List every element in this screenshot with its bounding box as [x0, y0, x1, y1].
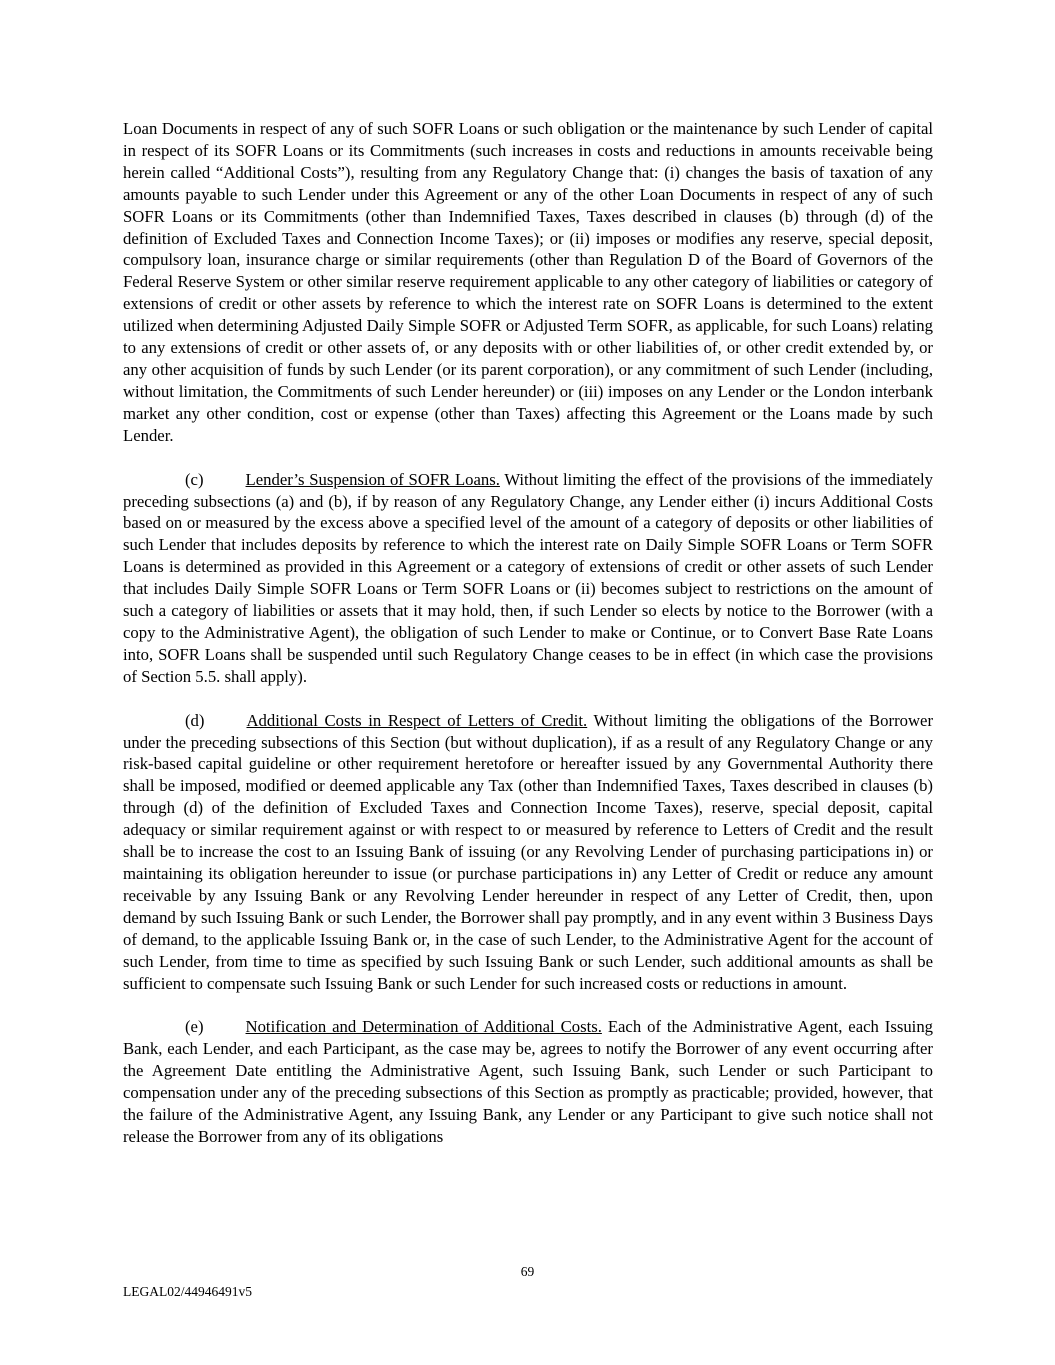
section-c-paragraph: [123, 469, 933, 688]
page-number: 69: [520, 1264, 535, 1279]
document-body: [123, 118, 933, 1170]
section-d-paragraph: [123, 710, 933, 995]
continuation-paragraph: Loan Documents in respect of any of such SOFR Loans or such obligation or the maintenance by such Lender of capital in respect of its SOFR Loans or its Commitments (such increases in costs and reductions in amounts receivable being herein called “Additional Costs”), resulting from any Regulatory Change that: (i) changes the basis of taxation of any amounts payable to such Lender under this Agreement or any of the other Loan Documents in respect of any of such SOFR Loans or its Commitments (other than Indemnified Taxes, Taxes described in clauses (b) through (d) of the definition of Excluded Taxes and Connection Income Taxes); or (ii) imposes or modifies any reserve, special deposit, compulsory loan, insurance charge or similar requirements (other than Regulation D of the Board of Governors of the Federal Reserve System or other similar reserve requirement applicable to any other category of liabilities or category of extensions of credit or other assets by reference to which the interest rate on SOFR Loans is determined to the extent utilized when determining Adjusted Daily Simple SOFR or Adjusted Term SOFR, as applicable, for such Loans) relating to any extensions of credit or other assets of, or any deposits with or other liabilities of, or other credit extended by, or any other acquisition of funds by such Lender (or its parent corporation), or any commitment of such Lender (including, without limitation, the Commitments of such Lender hereunder) or (iii) imposes on any Lender or the London interbank market any other condition, cost or expense (other than Taxes) affecting this Agreement or the Loans made by such Lender.: [123, 119, 933, 445]
section-c-heading: Lender’s Suspension of SOFR Loans.: [245, 469, 500, 489]
section-d-heading: Additional Costs in Respect of Letters of Credit.: [246, 710, 588, 730]
section-e-heading: Notification and Determination of Additional Costs.: [245, 1017, 602, 1037]
section-e-paragraph: [123, 1016, 933, 1147]
section-d-body: Without limiting the obligations of the Borrower under the preceding subsections of this Section (but without duplication), if as a result of any Regulatory Change or any risk-based capital guideline or other requirement heretofore or hereafter issued by any Governmental Authority there shall be imposed, modified or deemed applicable any Tax (other than Indemnified Taxes, Taxes described in clauses (b) through (d) of the definition of Excluded Taxes and Connection Income Taxes), reserve, special deposit, capital adequacy or similar requirement against or with respect to or measured by reference to Letters of Credit and the result shall be to increase the cost to an Issuing Bank of issuing (or any Revolving Lender of purchasing participations in) or maintaining its obligation hereunder to issue (or purchase participations in) any Letter of Credit or reduce any amount receivable by any Issuing Bank or any Revolving Lender hereunder in respect of any Letter of Credit, then, upon demand by such Issuing Bank or such Lender, the Borrower shall pay promptly, and in any event within 3 Business Days of demand, to the applicable Issuing Bank or, in the case of such Lender, to the Administrative Agent for the account of such Lender, from time to time as specified by such Issuing Bank or such Lender, such additional amounts as shall be sufficient to compensate such Issuing Bank or such Lender for such increased costs or reductions in amount.: [123, 710, 934, 993]
section-d-label: (d): [185, 710, 205, 730]
section-c-label: (c): [185, 469, 204, 489]
section-e-label: (e): [185, 1017, 204, 1037]
document-reference: LEGAL02/44946491v5: [123, 1284, 252, 1299]
section-c-body: Without limiting the effect of the provisions of the immediately preceding subsections (a) and (b), if by reason of any Regulatory Change, any Lender either (i) incurs Additional Costs based on or measured by the excess above a specified level of the amount of a category of deposits or other liabilities of such Lender that includes deposits by reference to which the interest rate on Daily Simple SOFR Loans or Term SOFR Loans is determined as provided in this Agreement or a category of extensions of credit or other assets of such Lender that includes Daily Simple SOFR Loans or Term SOFR Loans or (ii) becomes subject to restrictions on the amount of such a category of liabilities or assets that it may hold, then, if such Lender so elects by notice to the Borrower (with a copy to the Administrative Agent), the obligation of such Lender to make or Continue, or to Convert Base Rate Loans into, SOFR Loans shall be suspended until such Regulatory Change ceases to be in effect (in which case the provisions of Section 5.5. shall apply).: [123, 469, 933, 686]
section-e-body: Each of the Administrative Agent, each Issuing Bank, each Lender, and each Participant, as the case may be, agrees to notify the Borrower of any event occurring after the Agreement Date entitling the Administrative Agent, such Issuing Bank, such Lender or such Participant to compensation under any of the preceding subsections of this Section as promptly as practicable; provided, however, that the failure of the Administrative Agent, any Issuing Bank, any Lender or any Participant to give such notice shall not release the Borrower from any of its obligations: [123, 1017, 934, 1146]
